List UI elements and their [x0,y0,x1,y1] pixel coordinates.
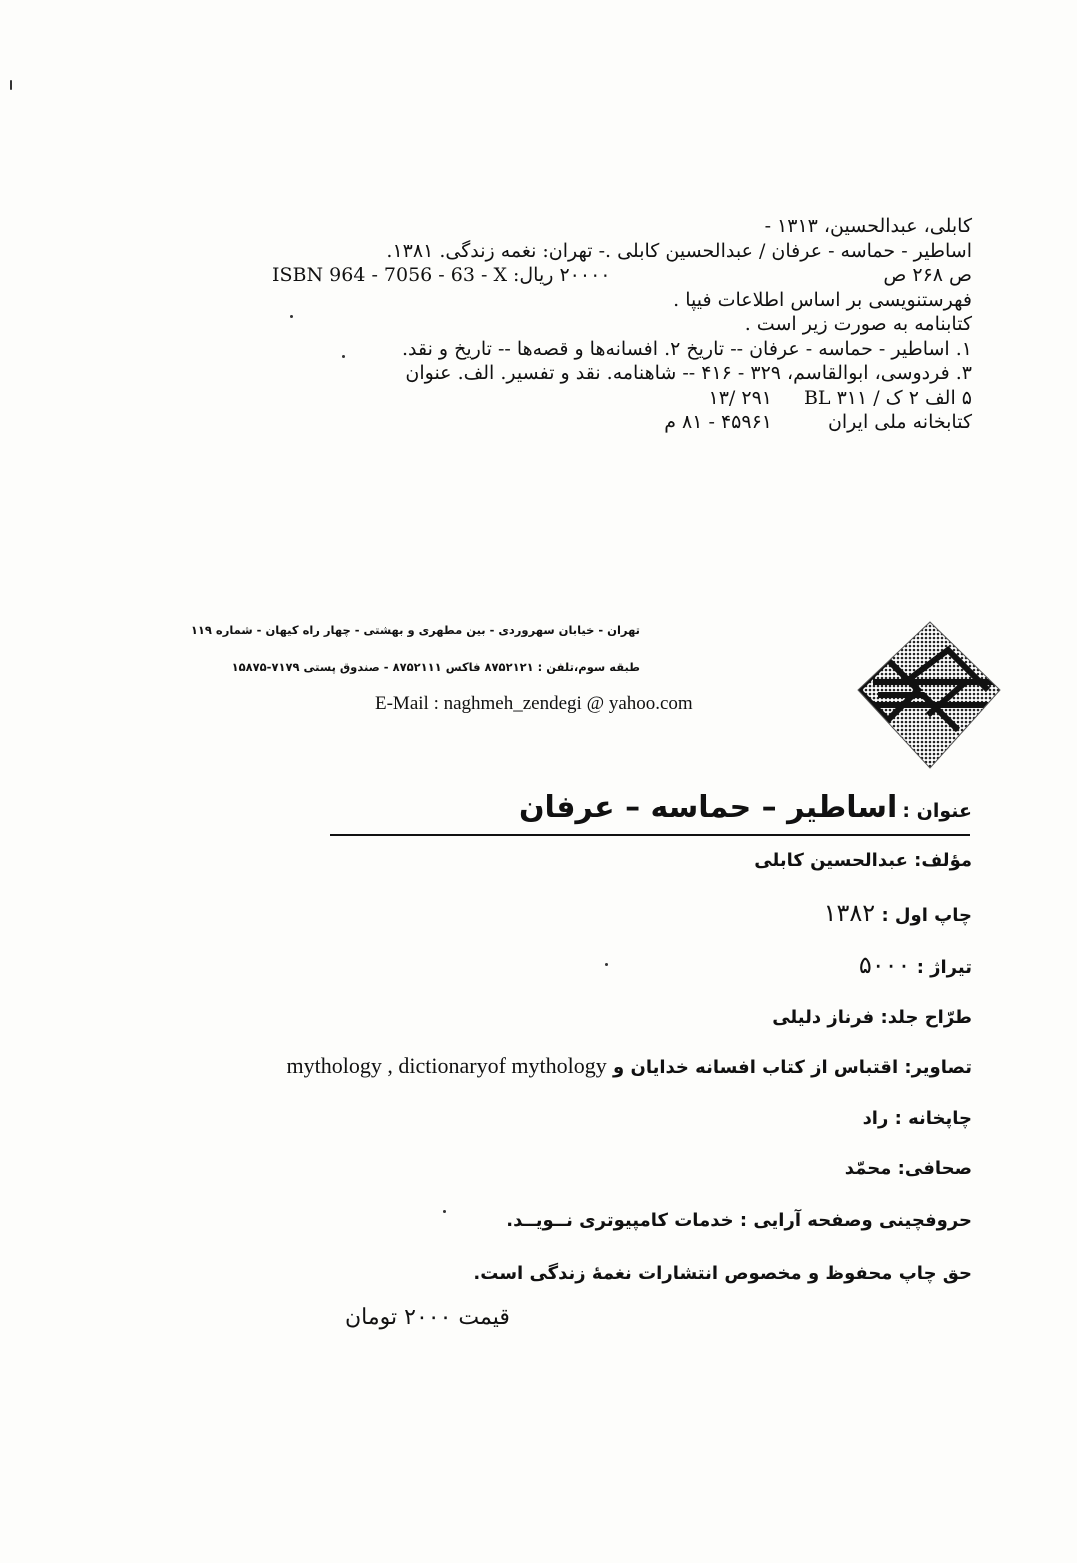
title-label: عنوان : [902,800,972,822]
images-row [287,1053,972,1079]
cip-line-note2 [272,312,972,337]
publisher-address: تهران - خیابان سهروردی - بین مطهری و بهشتی - چهار راه کیهان - شماره ۱۱۹ [190,623,640,637]
cip-lc-class: ۵ الف ۲ ک / ۳۱۱ BL [803,386,972,409]
cip-subjects-2: ۳. فردوسی، ابوالقاسم، ۳۲۹ - ۴۱۶ -- شاهنامه. نقد و تفسیر. الف. عنوان [405,362,972,384]
cip-line-title [272,239,972,264]
publisher-logo-icon [848,620,1003,770]
binder-label: صحافی: [897,1158,972,1179]
publisher-info [190,615,850,765]
cover-label: طرّاح جلد: [880,1007,972,1028]
typesetting-label: حروفچینی وصفحه آرایی : [739,1210,972,1231]
typesetting-value: خدمات کامپیوتری نــویــد. [506,1210,734,1231]
cip-isbn: ISBN 964 - 7056 - 63 - X [272,264,507,286]
binder-name: محمّد [844,1158,892,1179]
printer-name: راد [862,1108,889,1129]
cip-line-classification [272,386,972,411]
scan-speck [605,963,608,966]
cip-line-subjects2 [272,361,972,386]
cip-price: ۲۰۰۰۰ ریال: [512,264,611,286]
cip-line-library [272,410,972,435]
printer-label: چاپخانه : [894,1108,972,1129]
cip-author: کابلی، عبدالحسین، ۱۳۱۳ - [764,215,972,237]
scan-speck [342,355,345,358]
cip-price-isbn-group [272,263,611,288]
scan-speck [10,80,12,90]
print-run-row [859,951,972,979]
cip-line-subjects1 [272,337,972,362]
cip-line-author [272,214,972,239]
author-row [754,850,972,871]
cip-pages: ص ۲۶۸ ص [883,264,972,286]
cip-dewey-class: ۲۹۱ /۱۳ [708,386,772,409]
scan-speck [290,315,293,318]
edition-label: چاپ اول : [881,905,972,926]
book-title: اساطیر – حماسه – عرفان [518,790,898,825]
copyright-row [473,1263,972,1284]
cover-designer: فرناز دلیلی [772,1007,875,1028]
printer-row [863,1108,972,1129]
edition-year: ۱۳۸۲ [823,899,876,927]
images-label: تصاویر: اقتباس از کتاب افسانه خدایان و [613,1057,972,1078]
cip-line-isbn [272,263,972,288]
binder-row [845,1158,972,1179]
publisher-phone: طبقه سوم،تلفن : ۸۷۵۲۱۲۱ فاکس ۸۷۵۲۱۱۱ - صندوق پستی ۷۱۷۹-۱۵۸۷۵ [231,660,640,674]
cataloging-block [272,214,972,435]
copyright-notice: حق چاپ محفوظ و مخصوص انتشارات نغمهٔ زندگی است. [473,1263,972,1284]
scan-speck [443,1210,446,1213]
cip-library-number: ۴۵۹۶۱ - ۸۱ م [664,411,772,433]
price: قیمت ۲۰۰۰ تومان [345,1305,510,1330]
cip-line-note1 [272,288,972,313]
cip-title: اساطیر - حماسه - عرفان / عبدالحسین کابلی .- تهران: نغمه زندگی. ۱۳۸۱. [386,239,972,262]
publisher-email: E-Mail : naghmeh_zendegi @ yahoo.com [375,693,693,714]
images-source: mythology , dictionaryof mythology [286,1053,607,1078]
cip-library-name: کتابخانه ملی ایران [827,411,972,433]
cip-note-bibliography: کتابنامه به صورت زیر است . [744,313,972,335]
book-title-row [519,790,972,825]
print-run-label: تیراژ : [916,957,972,978]
cip-note-fipa: فهرستنویسی بر اساس اطلاعات فیپا . [673,288,972,311]
author-name: عبدالحسین کابلی [754,850,908,871]
cip-subjects-1: ۱. اساطیر - حماسه - عرفان -- تاریخ ۲. افسانه‌ها و قصه‌ها -- تاریخ و نقد. [401,337,972,360]
print-run-value: ۵۰۰۰ [858,951,911,979]
author-label: مؤلف: [914,850,972,871]
divider-rule [330,834,970,836]
typesetting-row [506,1210,972,1231]
cover-designer-row [772,1007,972,1028]
edition-row [824,899,972,927]
